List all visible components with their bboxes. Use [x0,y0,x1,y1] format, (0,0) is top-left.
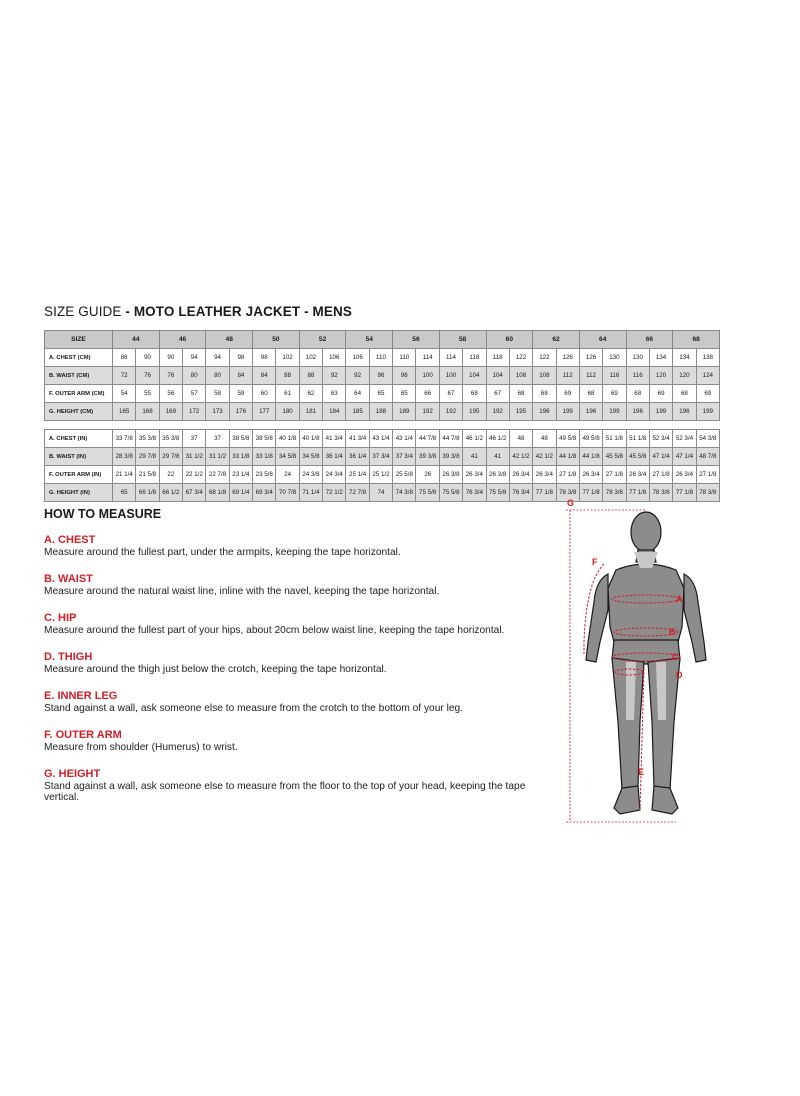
table-cell: 173 [206,403,229,421]
size-header-cell: 66 [626,331,673,349]
table-cell: 37 [183,430,206,448]
table-cell: 49 5/8 [556,430,579,448]
size-header-row [45,331,720,349]
table-cell: 72 7/8 [346,484,369,502]
table-cell: 124 [696,367,719,385]
table-cell: 199 [556,403,579,421]
table-cell: 48 [509,430,532,448]
table-row [45,349,720,367]
table-cell: 26 3/4 [673,466,696,484]
measure-text: Measure around the fullest part, under the armpits, keeping the tape horizontal. [44,547,401,558]
table-cell: 25 1/2 [369,466,392,484]
table-cell: 40 1/8 [299,430,322,448]
table-cell: 118 [463,349,486,367]
table-cell: 41 [463,448,486,466]
table-cell: 33 7/8 [113,430,136,448]
table-cell: 177 [253,403,276,421]
table-cell: 23 1/4 [229,466,252,484]
table-cell: 77 1/8 [579,484,602,502]
table-cell: 36 1/4 [323,448,346,466]
title-suffix: - MOTO LEATHER JACKET - MENS [121,304,352,319]
table-cell: 71 1/4 [299,484,322,502]
table-cell: 66 [416,385,439,403]
table-cell: 134 [649,349,672,367]
title-prefix: SIZE GUIDE [44,304,122,319]
table-cell: 67 [439,385,462,403]
table-cell: 69 [556,385,579,403]
table-cell: 75 5/8 [439,484,462,502]
table-cell: 69 1/4 [229,484,252,502]
table-cell: 88 [299,367,322,385]
table-row [45,448,720,466]
table-cell: 108 [533,367,556,385]
table-cell: 21 1/4 [113,466,136,484]
table-cell: 176 [229,403,252,421]
size-header-cell: 54 [346,331,393,349]
row-label: B. WAIST (CM) [45,367,113,385]
table-cell: 76 [136,367,159,385]
how-to-measure-heading: HOW TO MEASURE [44,507,162,521]
table-cell: 67 3/4 [183,484,206,502]
table-cell: 26 3/4 [626,466,649,484]
table-cell: 46 1/2 [463,430,486,448]
table-cell: 76 3/4 [463,484,486,502]
table-cell: 84 [253,367,276,385]
table-cell: 94 [206,349,229,367]
table-cell: 134 [673,349,696,367]
table-cell: 41 3/4 [346,430,369,448]
table-cell: 37 3/4 [393,448,416,466]
table-cell: 66 1/8 [136,484,159,502]
row-label: F. OUTER ARM (IN) [45,466,113,484]
table-cell: 44 1/8 [579,448,602,466]
table-cell: 98 [253,349,276,367]
table-cell: 65 [113,484,136,502]
table-cell: 48 7/8 [696,448,719,466]
table-cell: 168 [136,403,159,421]
table-cell: 34 5/8 [299,448,322,466]
table-cell: 98 [229,349,252,367]
table-cell: 46 1/2 [486,430,509,448]
table-cell: 76 3/4 [509,484,532,502]
table-cell: 77 1/8 [673,484,696,502]
table-cell: 52 3/4 [673,430,696,448]
row-label: G. HEIGHT (IN) [45,484,113,502]
size-header-cell: 62 [533,331,580,349]
table-cell: 138 [696,349,719,367]
table-cell: 52 3/4 [649,430,672,448]
table-cell: 29 7/8 [136,448,159,466]
table-cell: 130 [603,349,626,367]
table-cell: 77 1/8 [626,484,649,502]
row-label: A. CHEST (IN) [45,430,113,448]
table-cell: 31 1/2 [183,448,206,466]
table-row [45,385,720,403]
table-row [45,403,720,421]
table-cell: 22 7/8 [206,466,229,484]
size-header-label: SIZE [45,331,113,349]
size-header-cell: 46 [159,331,206,349]
table-cell: 43 1/4 [369,430,392,448]
table-cell: 181 [299,403,322,421]
label-c: C [672,652,679,662]
table-cell: 29 7/8 [159,448,182,466]
table-cell: 27 1/8 [696,466,719,484]
table-cell: 69 [696,385,719,403]
table-cell: 35 3/8 [136,430,159,448]
table-cell: 61 [276,385,299,403]
measure-heading: F. OUTER ARM [44,729,122,741]
table-cell: 78 3/8 [603,484,626,502]
table-cell: 36 1/4 [346,448,369,466]
table-cell: 120 [673,367,696,385]
label-f: F [592,557,598,567]
body-measurement-figure [556,492,720,832]
table-cell: 169 [159,403,182,421]
table-cell: 47 1/4 [673,448,696,466]
label-a: A [676,594,683,604]
table-cell: 195 [463,403,486,421]
table-cell: 196 [579,403,602,421]
table-cell: 196 [626,403,649,421]
table-cell: 195 [509,403,532,421]
table-cell: 72 1/2 [323,484,346,502]
table-cell: 112 [556,367,579,385]
table-cell: 96 [369,367,392,385]
label-d: D [676,670,683,680]
measure-text: Measure around the fullest part of your hips, about 20cm below waist line, keeping the tape horizontal. [44,625,505,636]
table-cell: 67 [486,385,509,403]
table-cell: 80 [206,367,229,385]
measure-heading: B. WAIST [44,573,93,585]
table-cell: 77 1/8 [533,484,556,502]
measure-item [44,768,554,803]
table-cell: 96 [393,367,416,385]
table-cell: 54 [113,385,136,403]
table-cell: 126 [579,349,602,367]
measure-item [44,534,554,558]
measure-heading: E. INNER LEG [44,690,118,702]
table-cell: 37 [206,430,229,448]
table-cell: 69 3/4 [253,484,276,502]
table-cell: 199 [603,403,626,421]
table-cell: 26 3/8 [486,466,509,484]
table-cell: 92 [346,367,369,385]
table-cell: 44 7/8 [439,430,462,448]
table-cell: 65 [369,385,392,403]
measure-item [44,690,554,714]
table-cell: 184 [323,403,346,421]
size-header-cell: 58 [439,331,486,349]
table-row [45,367,720,385]
row-label: A. CHEST (CM) [45,349,113,367]
table-cell: 54 3/8 [696,430,719,448]
table-cell: 51 1/8 [603,430,626,448]
table-cell: 75 5/8 [486,484,509,502]
table-cell: 116 [603,367,626,385]
table-cell: 74 [369,484,392,502]
table-cell: 59 [229,385,252,403]
table-cell: 180 [276,403,299,421]
table-cell: 199 [649,403,672,421]
measure-text: Measure around the thigh just below the crotch, keeping the tape horizontal. [44,664,387,675]
measure-heading: A. CHEST [44,534,96,546]
table-cell: 26 3/4 [509,466,532,484]
table-cell: 196 [673,403,696,421]
table-cell: 72 [113,367,136,385]
table-cell: 100 [416,367,439,385]
table-cell: 38 5/8 [229,430,252,448]
table-cell: 31 1/2 [206,448,229,466]
table-cell: 26 3/4 [533,466,556,484]
table-cell: 192 [439,403,462,421]
table-cell: 21 5/8 [136,466,159,484]
table-cell: 122 [509,349,532,367]
measure-text: Stand against a wall, ask someone else to measure from the crotch to the bottom of your leg. [44,703,464,714]
table-cell: 41 [486,448,509,466]
table-cell: 172 [183,403,206,421]
measure-item [44,729,554,753]
table-cell: 24 3/4 [323,466,346,484]
table-cell: 26 3/8 [439,466,462,484]
measure-text: Measure around the natural waist line, inline with the navel, keeping the tape horizontal. [44,586,440,597]
table-cell: 104 [486,367,509,385]
table-cell: 114 [439,349,462,367]
table-cell: 55 [136,385,159,403]
table-cell: 130 [626,349,649,367]
table-cell: 65 [393,385,416,403]
table-cell: 126 [556,349,579,367]
table-cell: 116 [626,367,649,385]
table-cell: 39 3/8 [416,448,439,466]
table-cell: 78 3/8 [556,484,579,502]
table-cell: 60 [253,385,276,403]
table-cell: 34 5/8 [276,448,299,466]
size-header-cell: 64 [579,331,626,349]
table-cell: 102 [276,349,299,367]
table-cell: 118 [486,349,509,367]
table-cell: 70 7/8 [276,484,299,502]
table-cell: 38 5/8 [253,430,276,448]
table-cell: 23 5/8 [253,466,276,484]
table-cell: 74 3/8 [393,484,416,502]
table-cell: 185 [346,403,369,421]
table-cell: 90 [136,349,159,367]
table-cell: 56 [159,385,182,403]
table-row [45,466,720,484]
table-cell: 76 [159,367,182,385]
table-cell: 25 1/4 [346,466,369,484]
table-cell: 108 [509,367,532,385]
table-cell: 39 3/8 [439,448,462,466]
table-cell: 44 7/8 [416,430,439,448]
table-cell: 24 3/8 [299,466,322,484]
size-table [44,330,720,502]
table-cell: 106 [346,349,369,367]
table-cell: 57 [183,385,206,403]
row-label: G. HEIGHT (CM) [45,403,113,421]
table-cell: 86 [113,349,136,367]
table-cell: 68 [626,385,649,403]
table-cell: 33 1/8 [253,448,276,466]
table-cell: 84 [229,367,252,385]
measure-text: Measure from shoulder (Humerus) to wrist. [44,742,238,753]
size-header-cell: 56 [393,331,440,349]
table-cell: 102 [299,349,322,367]
table-cell: 69 [603,385,626,403]
table-cell: 43 1/4 [393,430,416,448]
measure-text: Stand against a wall, ask someone else to measure from the floor to the top of your head, keeping the tape vertical. [44,781,526,803]
table-cell: 68 [463,385,486,403]
table-cell: 26 3/4 [579,466,602,484]
table-cell: 26 3/4 [463,466,486,484]
table-cell: 68 [673,385,696,403]
table-cell: 106 [323,349,346,367]
table-cell: 110 [369,349,392,367]
table-cell: 78 3/8 [649,484,672,502]
table-cell: 68 [579,385,602,403]
table-cell: 68 1/8 [206,484,229,502]
table-cell: 100 [439,367,462,385]
table-cell: 75 5/8 [416,484,439,502]
table-cell: 112 [579,367,602,385]
table-cell: 122 [533,349,556,367]
label-g: G [567,498,575,508]
table-cell: 48 [533,430,556,448]
table-cell: 33 1/8 [229,448,252,466]
table-cell: 42 1/2 [533,448,556,466]
table-cell: 24 [276,466,299,484]
table-row [45,430,720,448]
table-cell: 51 1/8 [626,430,649,448]
table-spacer-row [45,421,720,430]
table-cell: 165 [113,403,136,421]
table-cell: 28 3/8 [113,448,136,466]
table-cell: 66 1/2 [159,484,182,502]
table-cell: 44 1/8 [556,448,579,466]
page-title [44,304,352,319]
table-cell: 27 1/8 [649,466,672,484]
table-cell: 64 [346,385,369,403]
table-cell: 199 [696,403,719,421]
table-cell: 27 1/8 [556,466,579,484]
table-cell: 22 [159,466,182,484]
measure-item [44,612,554,636]
label-b: B [669,627,676,637]
table-cell: 192 [486,403,509,421]
table-cell: 68 [533,385,556,403]
size-header-cell: 44 [113,331,160,349]
table-cell: 114 [416,349,439,367]
table-cell: 41 3/4 [323,430,346,448]
measure-item [44,651,554,675]
row-label: B. WAIST (IN) [45,448,113,466]
table-cell: 110 [393,349,416,367]
measure-heading: C. HIP [44,612,77,624]
size-header-cell: 48 [206,331,253,349]
table-cell: 69 [649,385,672,403]
table-cell: 35 3/8 [159,430,182,448]
table-cell: 88 [276,367,299,385]
label-e: E [638,767,645,777]
table-cell: 40 1/8 [276,430,299,448]
table-cell: 45 5/8 [603,448,626,466]
table-cell: 78 3/8 [696,484,719,502]
table-cell: 45 5/8 [626,448,649,466]
size-header-cell: 60 [486,331,533,349]
table-cell: 58 [206,385,229,403]
measure-heading: D. THIGH [44,651,93,663]
table-cell: 68 [509,385,532,403]
table-cell: 94 [183,349,206,367]
table-cell: 188 [369,403,392,421]
table-cell: 49 5/8 [579,430,602,448]
table-cell: 42 1/2 [509,448,532,466]
table-cell: 104 [463,367,486,385]
row-label: F. OUTER ARM (CM) [45,385,113,403]
table-cell: 196 [533,403,556,421]
measure-item [44,573,554,597]
table-cell: 37 3/4 [369,448,392,466]
size-header-cell: 50 [253,331,300,349]
table-cell: 25 5/8 [393,466,416,484]
size-header-cell: 68 [673,331,720,349]
table-cell: 90 [159,349,182,367]
table-cell: 80 [183,367,206,385]
table-cell: 92 [323,367,346,385]
table-cell: 192 [416,403,439,421]
table-cell: 47 1/4 [649,448,672,466]
table-cell: 22 1/2 [183,466,206,484]
table-cell: 62 [299,385,322,403]
measure-heading: G. HEIGHT [44,768,101,780]
table-cell: 189 [393,403,416,421]
table-cell: 120 [649,367,672,385]
table-cell: 27 1/8 [603,466,626,484]
size-header-cell: 52 [299,331,346,349]
table-cell: 63 [323,385,346,403]
table-cell: 26 [416,466,439,484]
